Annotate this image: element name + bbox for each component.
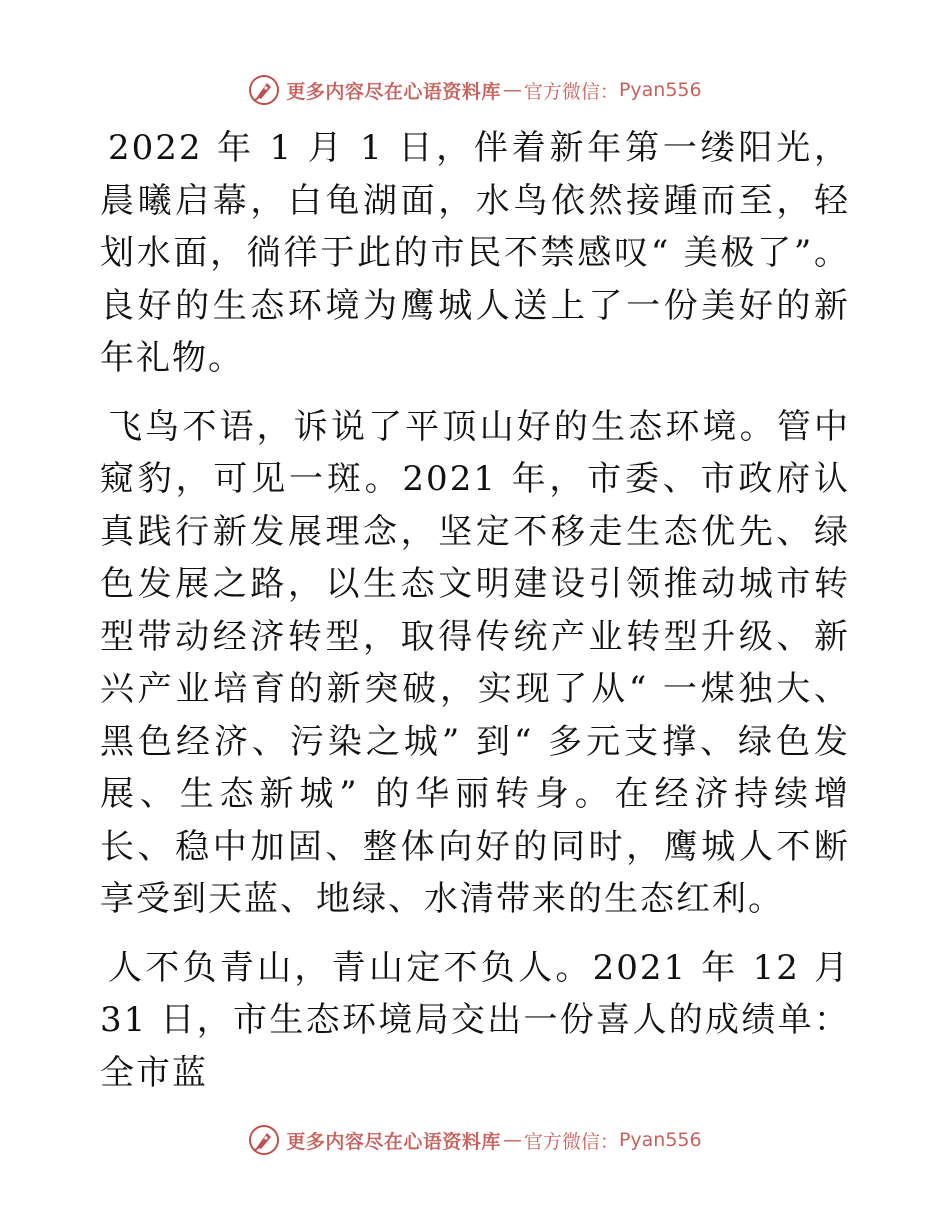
watermark-wechat-id: Pyan556 bbox=[618, 1129, 702, 1151]
watermark-dash: — bbox=[502, 1129, 522, 1151]
pen-nib-logo-icon bbox=[248, 74, 280, 106]
header-watermark bbox=[0, 70, 950, 110]
watermark-site-text: 更多内容尽在心语资料库 bbox=[286, 80, 501, 103]
pen-nib-logo-icon bbox=[248, 1124, 280, 1156]
document-body bbox=[100, 122, 850, 1115]
watermark-dash: — bbox=[502, 79, 522, 101]
paragraph-2: 飞鸟不语，诉说了平顶山好的生态环境。管中窥豹，可见一斑。2021 年，市委、市政府认真践行新发展理念，坚定不移走生态优先、绿色发展之路，以生态文明建设引领推动城市转型带动经济转型，取得传统产业转型升级、新兴产业培育的新突破，实现了从“ 一煤独大、黑色经济、污染之城” 到“ 多元支撑、绿色发展、生态新城” 的华丽转身。在经济持续增长、稳中加固、整体向好的同时，鹰城人不断享受到天蓝、地绿、水清带来的生态红利。 bbox=[100, 406, 850, 919]
watermark-wechat-id: Pyan556 bbox=[618, 79, 702, 101]
footer-watermark bbox=[0, 1120, 950, 1160]
watermark-official-label: 官方微信： bbox=[523, 80, 619, 103]
paragraph-3: 人不负青山，青山定不负人。2021 年 12 月 31 日，市生态环境局交出一份喜人的成绩单：全市蓝 bbox=[100, 947, 850, 1093]
paragraph-1: 2022 年 1 月 1 日，伴着新年第一缕阳光，晨曦启幕，白龟湖面，水鸟依然接踵而至，轻划水面，徜徉于此的市民不禁感叹“ 美极了”。良好的生态环境为鹰城人送上了一份美好的新年礼物。 bbox=[100, 128, 850, 378]
watermark-official-label: 官方微信： bbox=[523, 1130, 619, 1153]
watermark-site-text: 更多内容尽在心语资料库 bbox=[286, 1130, 501, 1153]
